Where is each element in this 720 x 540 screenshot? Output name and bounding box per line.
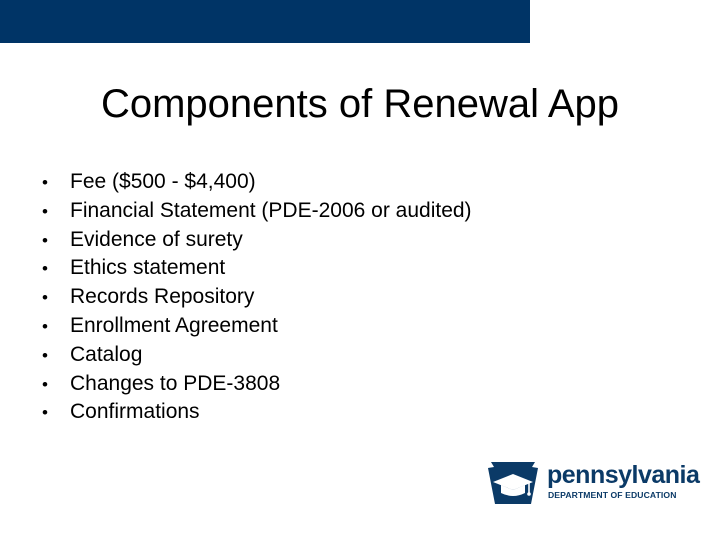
list-item-text: Fee ($500 - $4,400) [70, 170, 256, 193]
bullet-icon: • [42, 403, 48, 423]
bullet-icon: • [42, 288, 48, 308]
list-item [42, 283, 472, 312]
list-item-text: Records Repository [70, 285, 255, 309]
bullet-icon: • [42, 230, 48, 250]
list-item [42, 312, 472, 341]
list-item [42, 197, 472, 226]
slide-title: Components of Renewal App [100, 82, 620, 126]
list-item [42, 168, 472, 197]
list-item [42, 341, 472, 370]
bullet-list [42, 168, 472, 427]
list-item-text: Financial Statement (PDE-2006 or audited) [70, 198, 472, 222]
pa-department-of-education-logo [483, 460, 700, 506]
list-item [42, 398, 472, 427]
list-item-text: Ethics statement [70, 256, 226, 280]
bullet-icon: • [42, 201, 48, 221]
bullet-icon: • [42, 316, 48, 336]
keystone-graduation-cap-icon [483, 460, 543, 506]
logo-wordmark: pennsylvania [547, 461, 700, 489]
list-item-text: Changes to PDE-3808 [70, 371, 281, 395]
bullet-icon: • [42, 374, 48, 394]
list-item [42, 370, 472, 399]
bullet-icon: • [42, 345, 48, 365]
list-item-text: Evidence of surety [70, 227, 243, 251]
list-item [42, 254, 472, 283]
list-item [42, 226, 472, 255]
header-bar [0, 0, 530, 43]
list-item-text: Enrollment Agreement [70, 313, 278, 337]
list-item-text: Confirmations [70, 400, 200, 424]
list-item-text: Catalog [70, 342, 143, 366]
logo-subtitle: DEPARTMENT OF EDUCATION [548, 490, 677, 500]
bullet-icon: • [42, 173, 48, 192]
bullet-icon: • [42, 259, 48, 279]
